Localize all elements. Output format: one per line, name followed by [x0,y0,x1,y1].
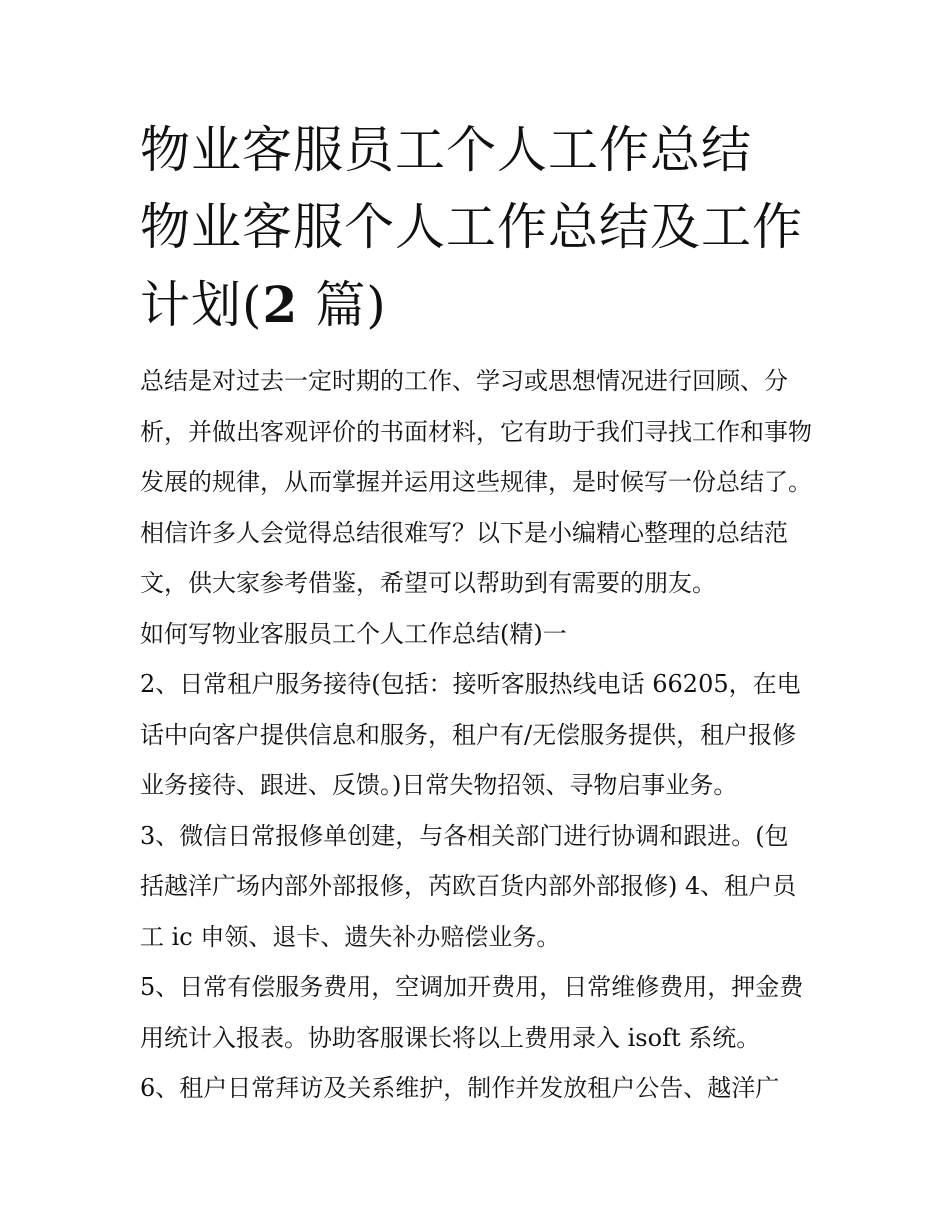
title-text-part1: 物业客服员工个人工作总结 物业客服个人工作总结及工作计划( [140,121,803,334]
list-item-5: 5、日常有偿服务费用，空调加开费用，日常维修费用，押金费用统计入报表。协助客服课长将以上费用录入 isoft 系统。 [140,973,804,1052]
document-title [140,112,812,344]
section-heading: 如何写物业客服员工个人工作总结(精)一 [140,619,567,648]
document-page [140,112,812,1114]
list-item-2: 2、日常租户服务接待(包括：接听客服热线电话 66205，在电话中向客户提供信息和服务，租户有/无偿服务提供，租户报修业务接待、跟进、反馈。)日常失物招领、寻物启事业务。 [140,670,801,799]
document-body [140,356,812,1114]
title-text-part2: 篇) [298,276,387,334]
title-number: 2 [262,275,299,334]
list-item-6: 6、租户日常拜访及关系维护，制作并发放租户公告、越洋广 [140,1074,780,1102]
list-item-3: 3、微信日常报修单创建，与各相关部门进行协调和跟进。(包括越洋广场内部外部报修，芮欧百货内部外部报修) 4、租户员工 ic 申领、退卡、遗失补办赔偿业务。 [140,821,797,951]
intro-paragraph: 总结是对过去一定时期的工作、学习或思想情况进行回顾、分析，并做出客观评价的书面材料，它有助于我们寻找工作和事物发展的规律，从而掌握并运用这些规律，是时候写一份总结了。相信许多人会觉得总结很难写？以下是小编精心整理的总结范文，供大家参考借鉴，希望可以帮助到有需要的朋友。 [140,367,812,597]
